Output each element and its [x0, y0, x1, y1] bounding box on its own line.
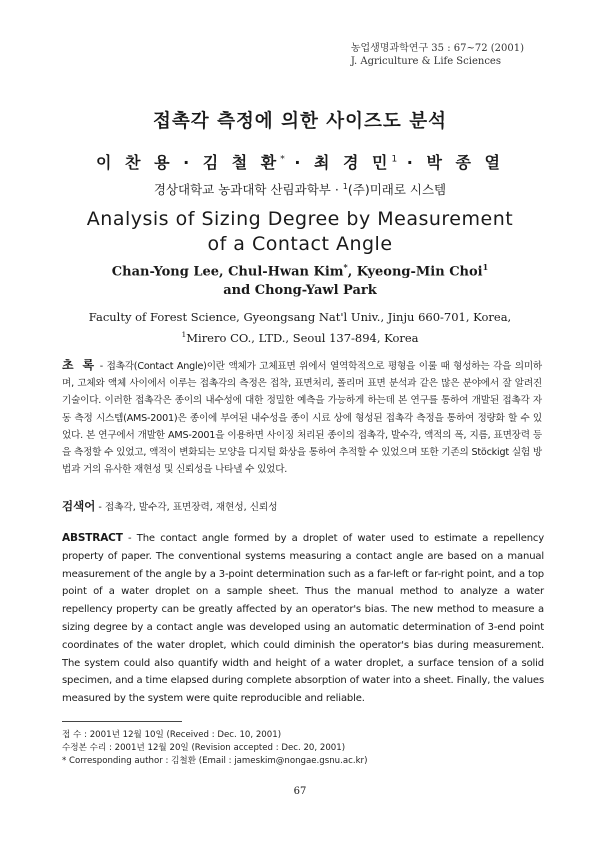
author-3-mark: 1: [391, 154, 398, 165]
author-3-en: , Kyeong-Min Choi: [347, 264, 483, 280]
page-number: 67: [293, 786, 307, 797]
footnote-corresponding: * Corresponding author : 김철환 (Email : jameskim@nongae.gsnu.ac.kr): [62, 756, 368, 766]
abstract-korean-label: 초 록: [62, 358, 97, 372]
author-separator: ·: [284, 153, 314, 172]
author-3-en-mark: 1: [482, 262, 489, 272]
journal-citation: [351, 42, 524, 68]
authors-english-line1: [0, 258, 600, 281]
abstract-korean: [62, 357, 542, 478]
footnote-revision: 수정본 수리 : 2001년 12월 20일 (Revision accepted : Dec. 20, 2001): [62, 743, 346, 753]
title-english: [0, 207, 600, 257]
authors-english: [0, 258, 600, 300]
keywords-korean: [62, 498, 542, 514]
affiliation-en-line2-wrap: [0, 326, 600, 347]
affiliation-kr-mark: 1: [342, 181, 348, 191]
authors-korean: [0, 150, 600, 173]
title-english-line2: of a Contact Angle: [207, 233, 393, 255]
abstract-english: [62, 530, 544, 708]
author-2-en-mark: *: [343, 262, 348, 272]
authors-english-line2: and Chong-Yawl Park: [223, 283, 377, 299]
abstract-korean-text: - 접촉각(Contact Angle)이란 액체가 고체표면 위에서 열역학적으로 평형을 이룰 때 형성하는 각을 의미하며, 고체와 액체 사이에서 이루는 접촉각의 측정은 접착, 표면처리, 폴리머 표면 분석과 같은 많은 분야에서 잘 알려진 기술이다. 이러한 접촉각은 종이의 내수성에 대한 정밀한 예측을 가능하게 하는데 본 연구를 통하여 개발된 접촉각 자동 측정 시스템(AMS-2001)은 종이에 부여된 내수성을 종이 시료 상에 형성된 접촉각 측정을 통하여 정량화 할 수 있었다. 본 연구에서 개발한 AMS-2001을 이용하면 사이징 처리된 종이의 접촉각, 발수각, 액적의 폭, 지름, 표면장력 등을 측정할 수 있었고, 액적이 변화되는 모양을 디지털 화상을 통하여 추적할 수 있었으며 또한 기존의 Stöckigt 실험 방법과 거의 유사한 재현성 및 신뢰성을 나타낼 수 있었다.: [62, 361, 542, 476]
keywords-text: - 접촉각, 발수각, 표면장력, 재현성, 신뢰성: [95, 502, 278, 513]
affiliation-korean: [0, 180, 600, 198]
author-1-en: Chan-Yong Lee,: [111, 264, 229, 280]
author-3-kr: 최 경 민: [313, 153, 392, 172]
author-2-kr: 김 철 환: [202, 153, 281, 172]
footnote-divider: [62, 721, 182, 722]
author-separator: ·: [173, 153, 203, 172]
abstract-english-label: ABSTRACT: [62, 532, 123, 544]
title-korean: 접촉각 측정에 의한 사이즈도 분석: [153, 111, 447, 132]
affiliation-en-mark: 1: [181, 330, 187, 339]
affiliation-kr-part2: (주)미래로 시스템: [347, 182, 447, 197]
affiliation-en-line2: Mirero CO., LTD., Seoul 137-894, Korea: [186, 330, 419, 345]
author-4-kr: 박 종 열: [426, 153, 504, 172]
journal-citation-en: J. Agriculture & Life Sciences: [350, 56, 501, 67]
journal-citation-kr: 농업생명과학연구 35 : 67~72 (2001): [350, 43, 524, 54]
author-1-kr: 이 찬 용: [96, 153, 174, 172]
affiliation-english: [0, 309, 600, 347]
abstract-english-text: - The contact angle formed by a droplet of water used to estimate a repellency property of paper. The conventional systems measuring a contact angle are based on a manual measurement of the angle by a 3-point determination such as a far-left or far-right point, and a top point of a water droplet on a sample sheet. Thus the manual method to analyze a water repellency property can be greatly affected by an operator's bias. The new method to measure a sizing degree by a contact angle was developed using an automatic determination of 3-end point coordinates of the water droplet, which could diminish the operator's bias during measurement. The system could also quantify width and height of a water droplet, a surface tension of a solid specimen, and a time elapsed during complete absorption of water into a sheet. Finally, the values measured by the system were quite reproducible and reliable.: [62, 533, 544, 705]
footnotes: [62, 729, 542, 768]
author-2-mark: *: [280, 154, 285, 165]
author-separator: ·: [397, 153, 427, 172]
affiliation-kr-part1: 경상대학교 농과대학 산림과학부 ·: [153, 182, 343, 197]
affiliation-en-line1: Faculty of Forest Science, Gyeongsang Nat'l Univ., Jinju 660-701, Korea,: [88, 310, 512, 324]
footnote-received: 접 수 : 2001년 12월 10일 (Received : Dec. 10, 2001): [62, 730, 282, 740]
title-english-line1: Analysis of Sizing Degree by Measurement: [86, 208, 514, 230]
author-2-en: Chul-Hwan Kim: [228, 264, 344, 280]
keywords-label: 검색어: [62, 499, 96, 513]
